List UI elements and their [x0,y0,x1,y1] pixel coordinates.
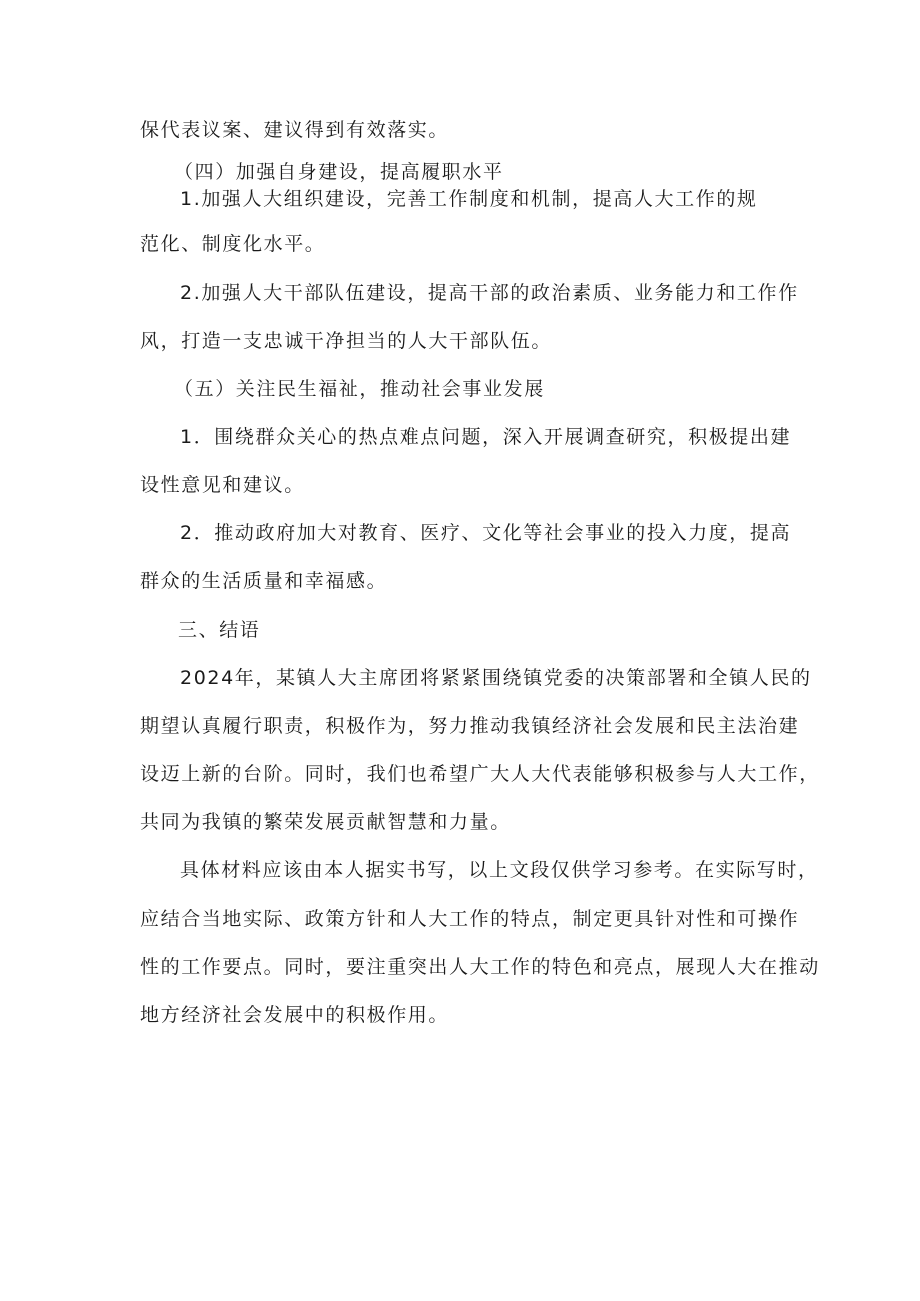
section-heading: （四）加强自身建设，提高履职水平 [174,161,504,183]
paragraph-line: 具体材料应该由本人据实书写，以上文段仅供学习参考。在实际写时， [180,859,819,881]
list-item-line: 2．推动政府加大对教育、医疗、文化等社会事业的投入力度，提高 [180,522,792,544]
list-item-line: 风，打造一支忠诚干净担当的人大干部队伍。 [140,330,553,352]
paragraph-line: 共同为我镇的繁荣发展贡献智慧和力量。 [140,811,511,833]
section-heading: 三、结语 [178,619,261,641]
list-item-line: 范化、制度化水平。 [140,233,326,255]
list-item-line: 设性意见和建议。 [140,474,305,496]
paragraph-line: 2024年，某镇人大主席团将紧紧围绕镇党委的决策部署和全镇人民的 [180,667,812,689]
list-item-line: 1.加强人大组织建设，完善工作制度和机制，提高人大工作的规 [180,188,758,210]
paragraph-line: 期望认真履行职责，积极作为，努力推动我镇经济社会发展和民主法治建 [140,715,800,737]
list-item-line: 群众的生活质量和幸福感。 [140,570,388,592]
list-item-line: 1．围绕群众关心的热点难点问题，深入开展调查研究，积极提出建 [180,426,792,448]
paragraph-line: 保代表议案、建议得到有效落实。 [140,119,450,141]
paragraph-line: 地方经济社会发展中的积极作用。 [140,1004,450,1026]
paragraph-line: 应结合当地实际、政策方针和人大工作的特点，制定更具针对性和可操作 [140,908,800,930]
list-item-line: 2.加强人大干部队伍建设，提高干部的政治素质、业务能力和工作作 [180,282,799,304]
section-heading: （五）关注民生福祉，推动社会事业发展 [174,378,545,400]
paragraph-line: 设迈上新的台阶。同时，我们也希望广大人大代表能够积极参与人大工作， [140,763,820,785]
paragraph-line: 性的工作要点。同时，要注重突出人大工作的特色和亮点，展现人大在推动 [140,956,820,978]
